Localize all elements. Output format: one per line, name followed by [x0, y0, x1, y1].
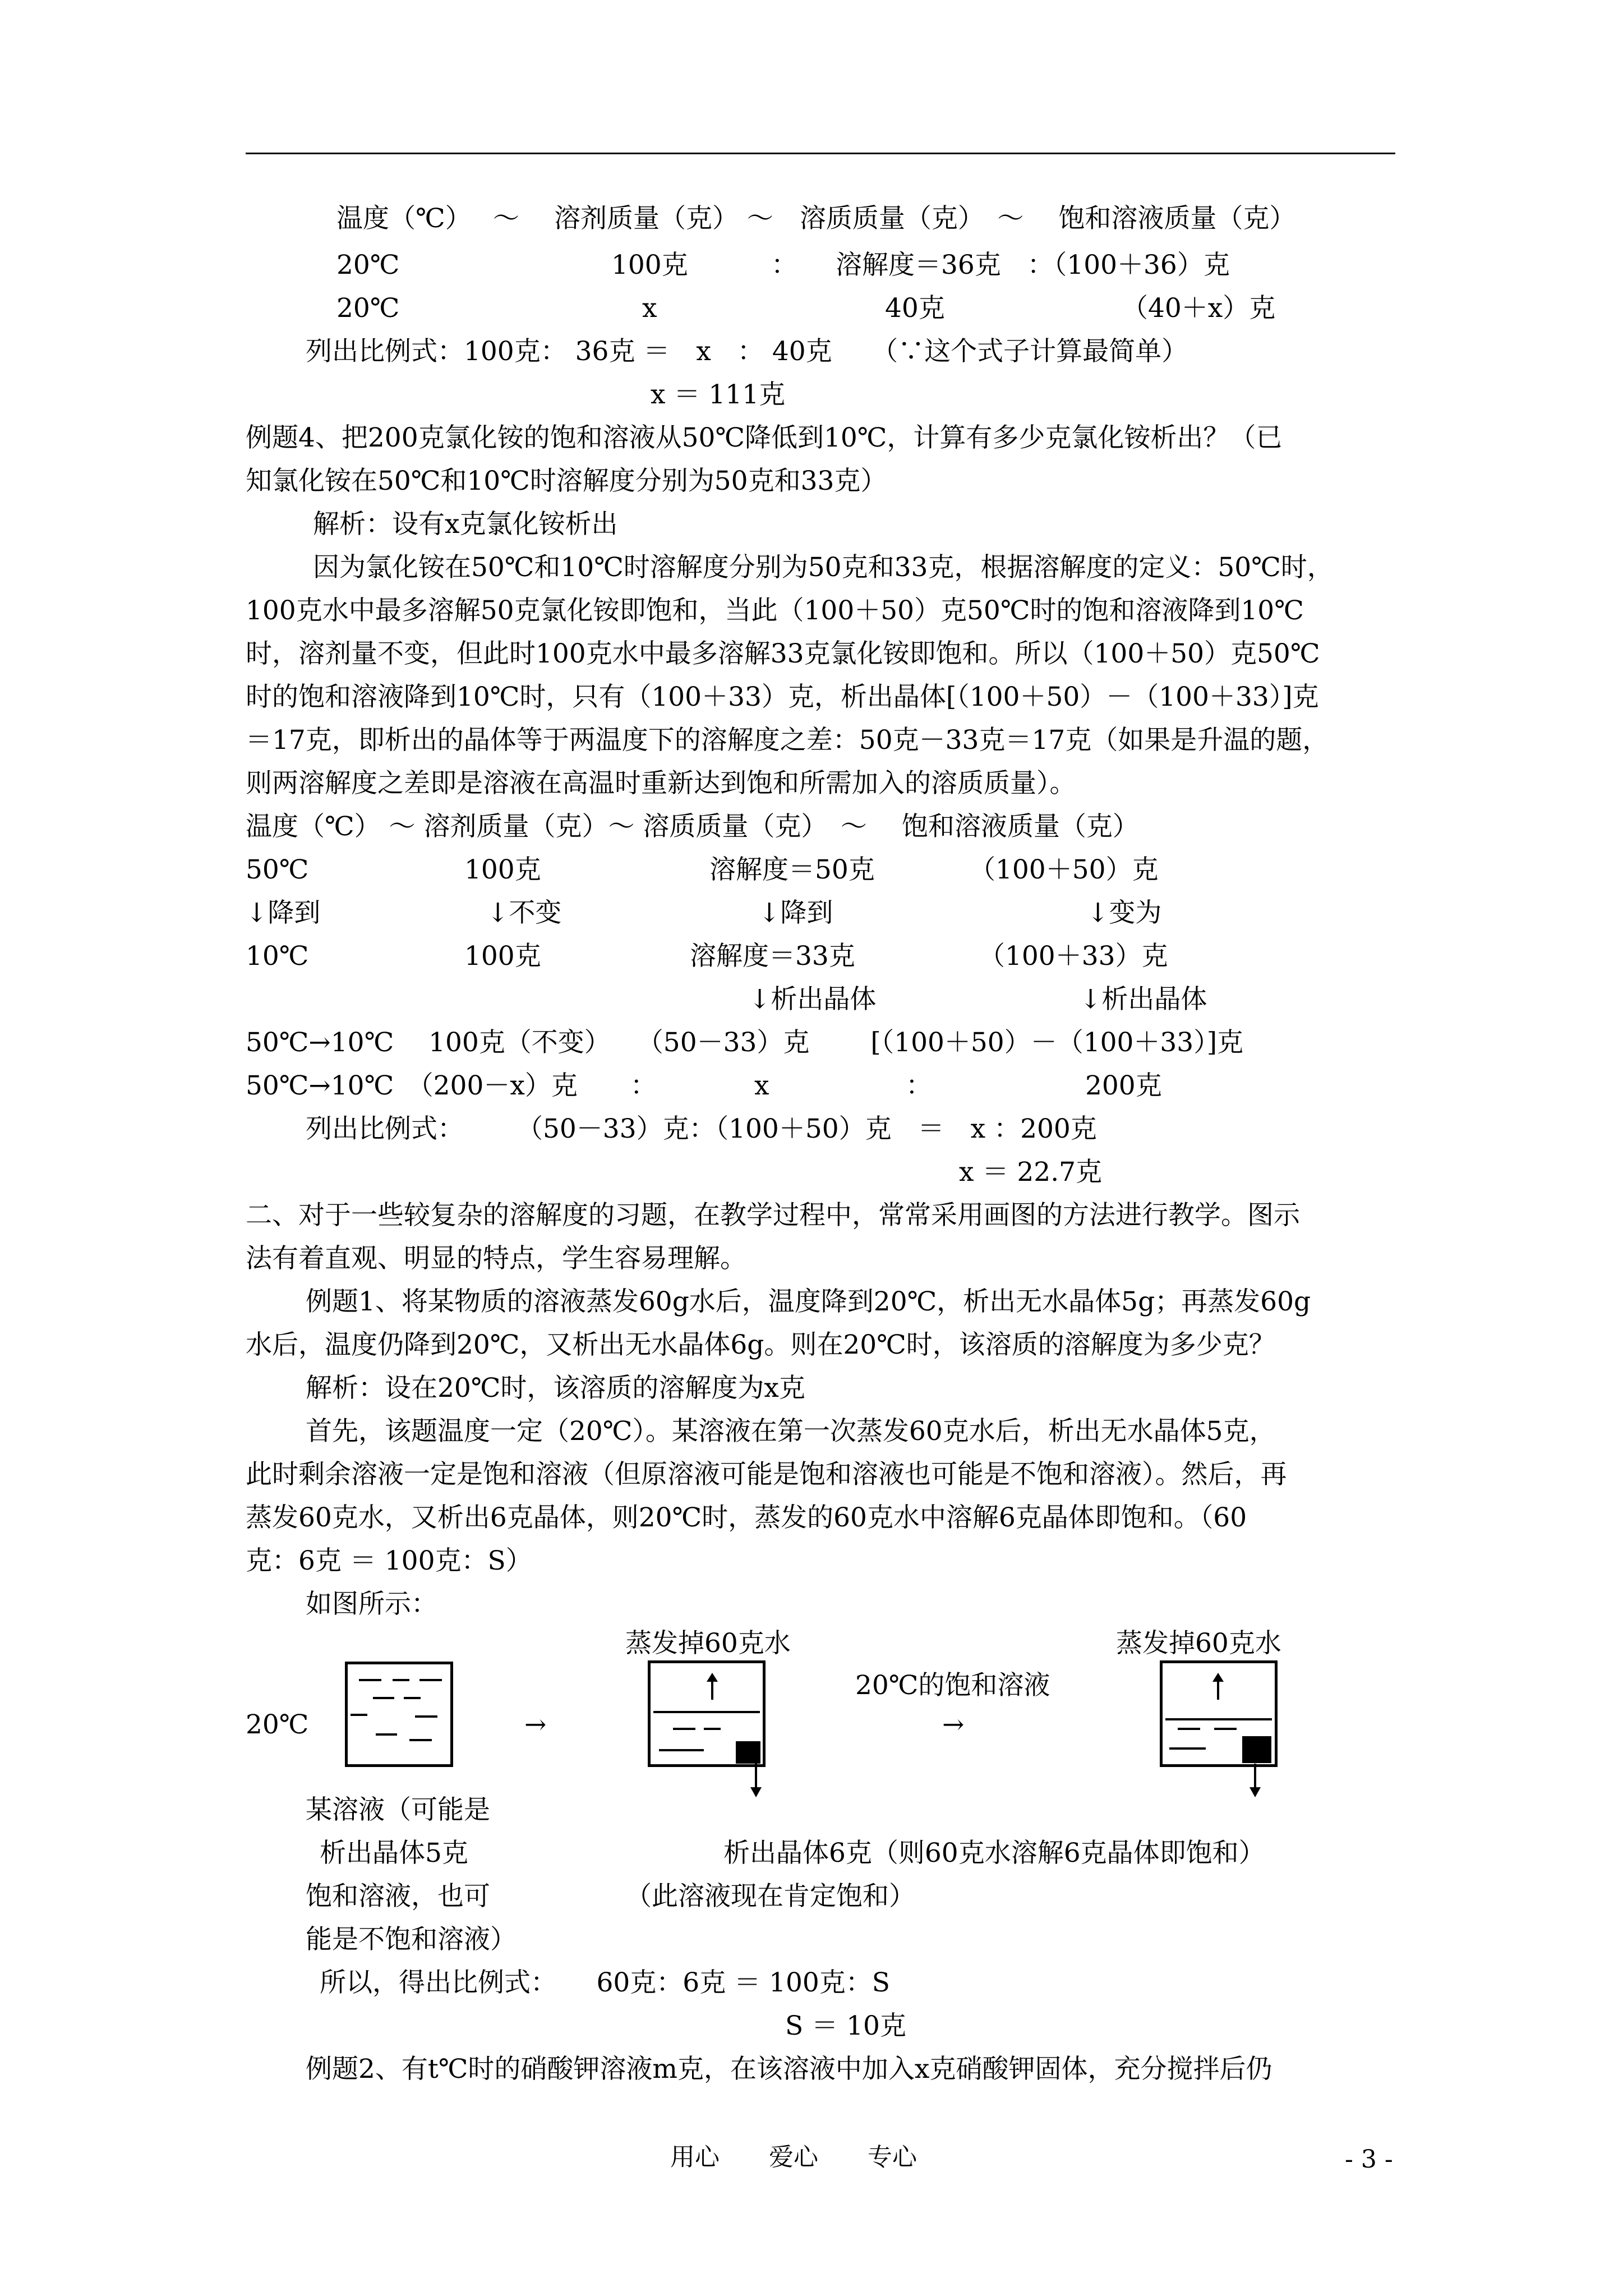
table2-r1-solution: （100＋50）克	[969, 854, 1159, 885]
header-rule	[246, 153, 1395, 154]
section2-line2: 法有着直观、明显的特点，学生容易理解。	[246, 1243, 746, 1274]
example1-para1: 首先，该题温度一定（20℃）。某溶液在第一次蒸发60克水后，析出无水晶体5克，	[306, 1416, 1276, 1447]
proportion-1: 列出比例式：100克： 36克 ＝ x ： 40克 （∵这个式子计算最简单）	[306, 336, 1188, 367]
example1-para4: 克：6克 ＝ 100克：S）	[246, 1545, 532, 1576]
example4-line2: 知氯化铵在50℃和10℃时溶解度分别为50克和33克）	[246, 466, 887, 496]
table2-r6-colon: ：	[906, 1070, 932, 1101]
table2-header: 温度（℃） ～ 溶剂质量（克）～ 溶质质量（克） ～ 饱和溶液质量（克）	[246, 811, 1139, 842]
liquid-dash	[1178, 1728, 1200, 1730]
liquid-dash	[393, 1679, 409, 1681]
liquid-dash	[376, 1733, 397, 1736]
paragraph-line1: 因为氯化铵在50℃和10℃时溶解度分别为50克和33克，根据溶解度的定义：50℃时，	[313, 552, 1334, 583]
table2-r6-mass: 200克	[1085, 1070, 1162, 1101]
table2-r4-solution: ↓析出晶体	[1080, 984, 1207, 1015]
proportion-2: 列出比例式： （50－33）克：（100＋50）克 ＝ x ：200克	[306, 1114, 1097, 1144]
example4-line1: 例题4、把200克氯化铵的饱和溶液从50℃降低到10℃，计算有多少克氯化铵析出？（已	[246, 422, 1283, 453]
example1-line2: 水后，温度仍降到20℃，又析出无水晶体6g。则在20℃时，该溶质的溶解度为多少克？	[246, 1329, 1275, 1360]
table2-r3-solute: 溶解度＝33克	[690, 941, 855, 972]
liquid-dash	[659, 1749, 704, 1751]
table2-r3-temp: 10℃	[246, 941, 309, 972]
example1-line1: 例题1、将某物质的溶液蒸发60g水后，温度降到20℃，析出无水晶体5g；再蒸发60g	[306, 1286, 1311, 1317]
crystal-precipitate	[1242, 1736, 1271, 1763]
proportion-3: 所以，得出比例式： 60克：6克 ＝ 100克：S	[320, 1967, 890, 1998]
crystal-precipitate	[736, 1741, 760, 1764]
example2-line1: 例题2、有t℃时的硝酸钾溶液m克，在该溶液中加入x克硝酸钾固体，充分搅拌后仍	[306, 2054, 1272, 2085]
precipitate-arrow-icon	[750, 1787, 762, 1797]
table2-r5: 50℃→10℃ 100克（不变） （50－33）克 [（100＋50）－（100＋33）]克	[246, 1027, 1244, 1058]
liquid-dash	[673, 1728, 695, 1730]
caption-crystal-6: 析出晶体6克（则60克水溶解6克晶体即饱和）	[723, 1838, 1265, 1869]
precipitate-arrow-icon	[1249, 1787, 1261, 1797]
table2-r3-solution: （100＋33）克	[979, 941, 1168, 972]
page-number: - 3 -	[1345, 2145, 1393, 2174]
example1-analysis: 解析：设在20℃时，该溶质的溶解度为x克	[306, 1373, 805, 1404]
table1-r1-temp: 20℃	[336, 250, 400, 280]
diagram-evap-label-1: 蒸发掉60克水	[625, 1628, 791, 1659]
diagram-evap-label-2: 蒸发掉60克水	[1116, 1628, 1281, 1659]
paragraph-line4: 时的饱和溶液降到10℃时，只有（100＋33）克，析出晶体[（100＋50）－（100＋33）]克	[246, 682, 1319, 712]
caption-original-1: 某溶液（可能是	[306, 1795, 490, 1825]
liquid-surface	[653, 1711, 760, 1713]
diagram-saturated-label: 20℃的饱和溶液	[855, 1670, 1050, 1701]
table1-r2-temp: 20℃	[336, 293, 400, 324]
evaporation-arrow-icon	[707, 1673, 718, 1682]
liquid-dash	[409, 1739, 432, 1741]
table2-r4-solute: ↓析出晶体	[749, 984, 877, 1015]
liquid-dash	[1169, 1747, 1206, 1750]
precipitate-arrow-shaft	[1254, 1764, 1256, 1788]
liquid-surface	[1165, 1718, 1272, 1720]
result-2: x ＝ 22.7克	[959, 1157, 1103, 1188]
paragraph-line2: 100克水中最多溶解50克氯化铵即饱和，当此（100＋50）克50℃时的饱和溶液降到10℃	[246, 595, 1304, 626]
table1-r1-solvent: 100克	[611, 250, 688, 280]
table2-r6-left: 50℃→10℃ （200－x）克 ：	[246, 1070, 657, 1101]
diagram-temp-label: 20℃	[246, 1709, 309, 1740]
liquid-dash	[704, 1728, 721, 1730]
section2-line1: 二、对于一些较复杂的溶解度的习题，在教学过程中，常常采用画图的方法进行教学。图示	[246, 1200, 1300, 1231]
precipitate-arrow-shaft	[755, 1764, 757, 1788]
table1-r2-x: x	[642, 293, 657, 324]
table1-r2-solute: 40克	[885, 293, 945, 324]
table2-r3-solvent: 100克	[464, 941, 541, 972]
caption-saturated-now: （此溶液现在肯定饱和）	[625, 1881, 915, 1912]
paragraph-line5: ＝17克，即析出的晶体等于两温度下的溶解度之差：50克－33克＝17克（如果是升温的题，	[246, 725, 1329, 756]
table2-r6-x: x	[754, 1070, 769, 1101]
table2-r1-solvent: 100克	[464, 854, 541, 885]
caption-original-2: 饱和溶液，也可	[306, 1881, 490, 1912]
table2-r2-solute: ↓降到	[758, 898, 833, 928]
table2-r2-solvent: ↓不变	[487, 898, 562, 928]
table1-header: 温度（℃） ～ 溶剂质量（克） ～ 溶质质量（克） ～ 饱和溶液质量（克）	[336, 203, 1296, 234]
paragraph-line6: 则两溶解度之差即是溶液在高温时重新达到饱和所需加入的溶质质量）。	[246, 768, 1076, 799]
table1-r2-solution: （40＋x）克	[1122, 293, 1276, 324]
table2-r1-temp: 50℃	[246, 854, 309, 885]
as-shown: 如图所示：	[306, 1589, 437, 1619]
liquid-dash	[359, 1679, 381, 1681]
liquid-dash	[419, 1679, 442, 1681]
result-1: x ＝ 111克	[651, 379, 786, 410]
liquid-dash	[351, 1714, 367, 1716]
table2-r2-temp: ↓降到	[246, 898, 321, 928]
result-3: S ＝ 10克	[785, 2010, 906, 2041]
liquid-dash	[1214, 1728, 1237, 1730]
example4-analysis: 解析：设有x克氯化铵析出	[313, 509, 618, 540]
table2-r2-solution: ↓变为	[1087, 898, 1162, 928]
table1-r1-rest: 溶解度＝36克 ：（100＋36）克	[836, 250, 1230, 280]
diagram-arrow-2: →	[942, 1709, 965, 1740]
liquid-dash	[373, 1697, 394, 1699]
paragraph-line3: 时，溶剂量不变，但此时100克水中最多溶解33克氯化铵即饱和。所以（100＋50）克50℃	[246, 638, 1320, 669]
caption-original-3: 能是不饱和溶液）	[306, 1924, 517, 1955]
caption-crystal-5: 析出晶体5克	[320, 1838, 468, 1869]
liquid-dash	[415, 1715, 437, 1718]
table1-r1-colon: ：	[771, 250, 797, 280]
footer-motto: 用心 爱心 专心	[670, 2143, 917, 2171]
table2-r1-solute: 溶解度＝50克	[709, 854, 875, 885]
example1-para3: 蒸发60克水，又析出6克晶体，则20℃时，蒸发的60克水中溶解6克晶体即饱和。（60	[246, 1502, 1247, 1533]
liquid-dash	[404, 1697, 421, 1699]
example1-para2: 此时剩余溶液一定是饱和溶液（但原溶液可能是饱和溶液也可能是不饱和溶液）。然后，再	[246, 1459, 1287, 1490]
evaporation-arrow-icon	[1212, 1673, 1224, 1682]
diagram-arrow-1: →	[524, 1709, 547, 1740]
